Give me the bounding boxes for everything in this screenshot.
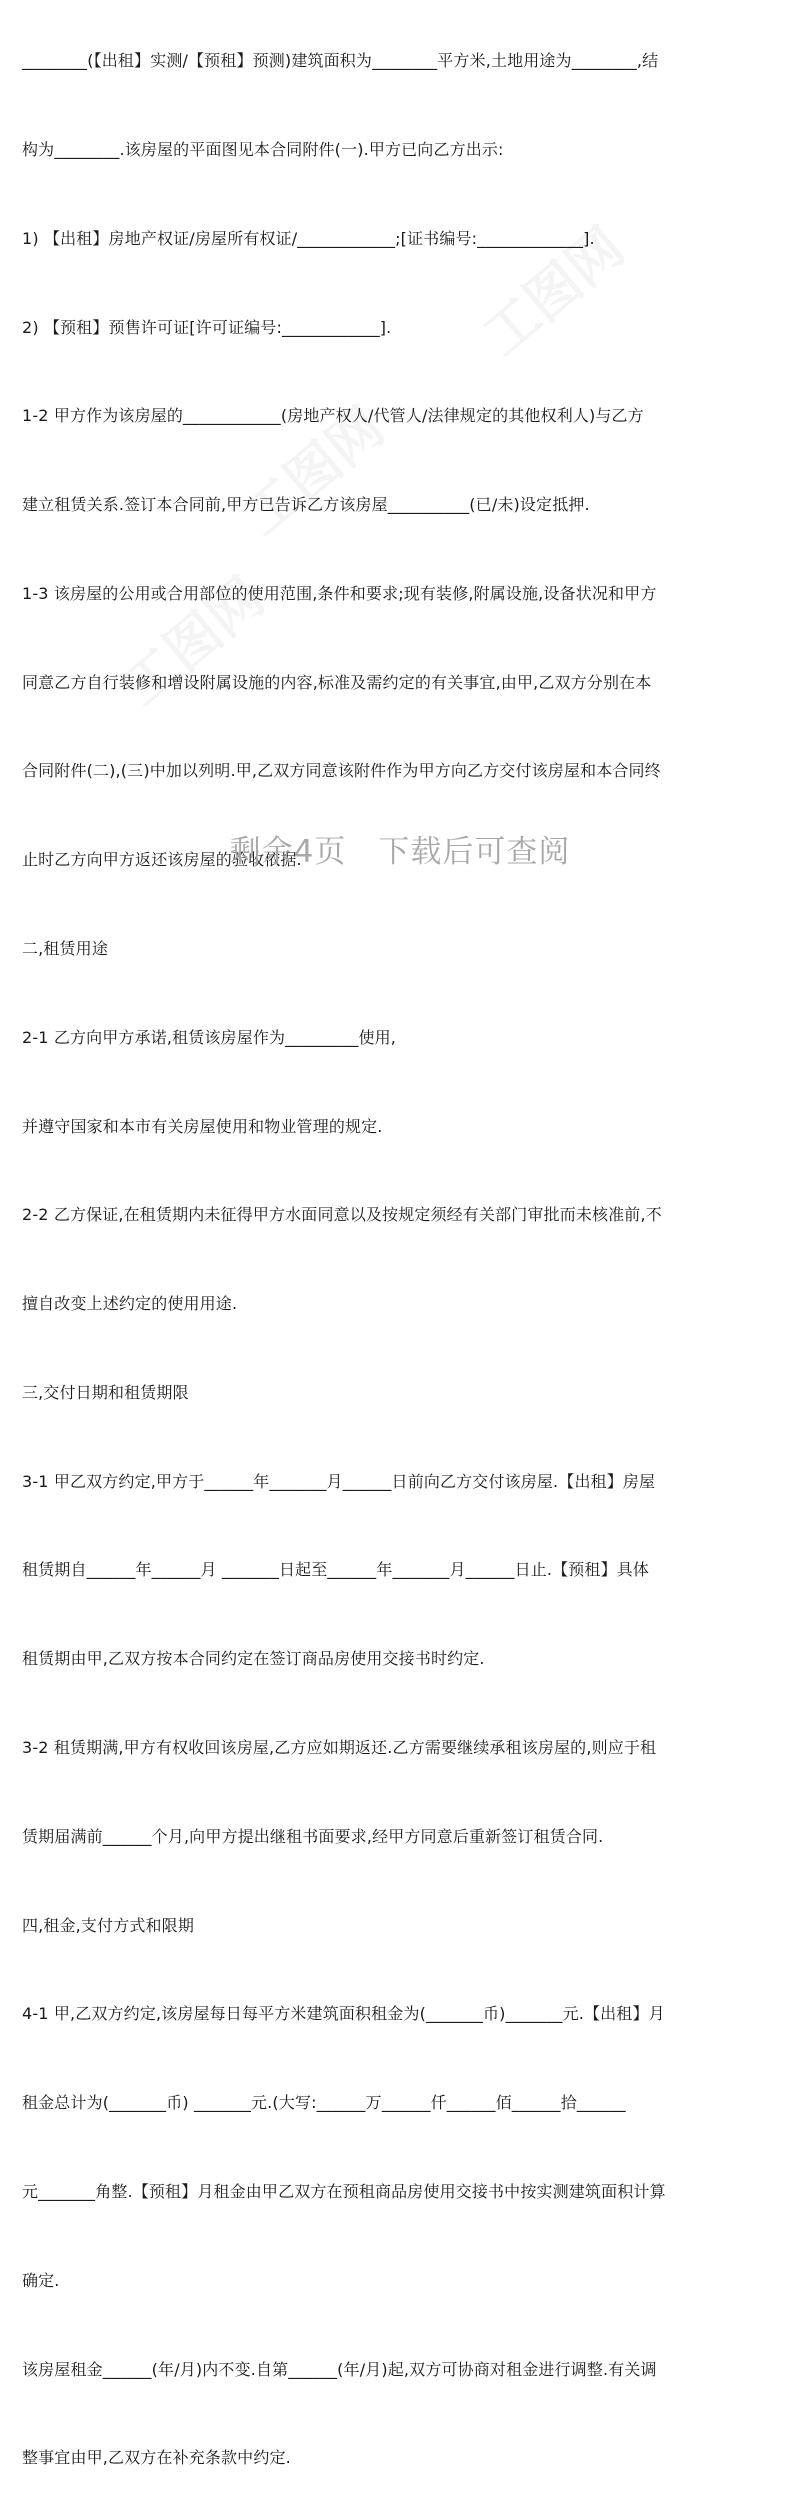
text-line: 建立租赁关系.签订本合同前,甲方已告诉乙方该房屋__________(已/未)设定抵押. (22, 495, 590, 515)
section-heading: 二,租赁用途 (22, 939, 108, 958)
text-line: 1) 【出租】房地产权证/房屋所有权证/____________;[证书编号:_____________]. (22, 228, 595, 248)
text-line: 确定. (22, 2270, 60, 2290)
text-line: 同意乙方自行装修和增设附属设施的内容,标准及需约定的有关事宜,由甲,乙双方分别在本 (22, 672, 652, 692)
text-line: 1-2 甲方作为该房屋的____________(房地产权人/代管人/法律规定的其他权利人)与乙方 (22, 406, 644, 426)
text-line: 该房屋租金______(年/月)内不变.自第______(年/月)起,双方可协商对租金进行调整.有关调 (22, 2359, 657, 2379)
text-line: 4-1 甲,乙双方约定,该房屋每日每平方米建筑面积租金为(_______币)_______元.【出租】月 (22, 2004, 665, 2024)
text-line: 租赁期由甲,乙双方按本合同约定在签订商品房使用交接书时约定. (22, 1649, 485, 1669)
text-line: 3-2 租赁期满,甲方有权收回该房屋,乙方应如期返还.乙方需要继续承租该房屋的,则应于租 (22, 1738, 657, 1758)
section-heading: 三,交付日期和租赁期限 (22, 1382, 189, 1402)
text-line: 元_______角整.【预租】月租金由甲乙双方在预租商品房使用交接书中按实测建筑面积计算 (22, 2181, 666, 2201)
remaining-pages-notice[interactable]: 剩余4页 下载后可查阅 (229, 834, 571, 870)
text-line: 2) 【预租】预售许可证[许可证编号:____________]. (22, 317, 392, 337)
text-line: 合同附件(二),(三)中加以列明.甲,乙双方同意该附件作为甲方向乙方交付该房屋和本合同终 (22, 761, 661, 781)
text-line: 构为________.该房屋的平面图见本合同附件(一).甲方已向乙方出示: (22, 139, 504, 159)
text-line: 租金总计为(_______币) _______元.(大写:______万______仟______佰______拾______ (22, 2093, 626, 2113)
contract-body (22, 0, 782, 2502)
text-line: 租赁期自______年______月 _______日起至______年_______月______日止.【预租】具体 (22, 1560, 650, 1580)
text-line: 擅自改变上述约定的使用用途. (22, 1294, 238, 1314)
text-line: 2-1 乙方向甲方承诺,租赁该房屋作为_________使用, (22, 1027, 397, 1047)
text-line: 2-2 乙方保证,在租赁期内未征得甲方水面同意以及按规定须经有关部门审批而未核准前,不 (22, 1205, 662, 1225)
text-line: 止时乙方向甲方返还该房屋的验收依据. (22, 850, 302, 870)
text-line: 1-3 该房屋的公用或合用部位的使用范围,条件和要求;现有装修,附属设施,设备状况和甲方 (22, 583, 657, 603)
text-line: 赁期届满前______个月,向甲方提出继租书面要求,经甲方同意后重新签订租赁合同. (22, 1826, 604, 1846)
text-line: 并遵守国家和本市有关房屋使用和物业管理的规定. (22, 1116, 383, 1136)
text-line: 3-1 甲乙双方约定,甲方于______年_______月______日前向乙方交付该房屋.【出租】房屋 (22, 1471, 656, 1491)
text-line: 整事宜由甲,乙双方在补充条款中约定. (22, 2448, 291, 2468)
section-heading: 四,租金,支付方式和限期 (22, 1915, 194, 1935)
text-line: ________(【出租】实测/【预租】预测)建筑面积为________平方米,土地用途为________,结 (22, 51, 659, 71)
